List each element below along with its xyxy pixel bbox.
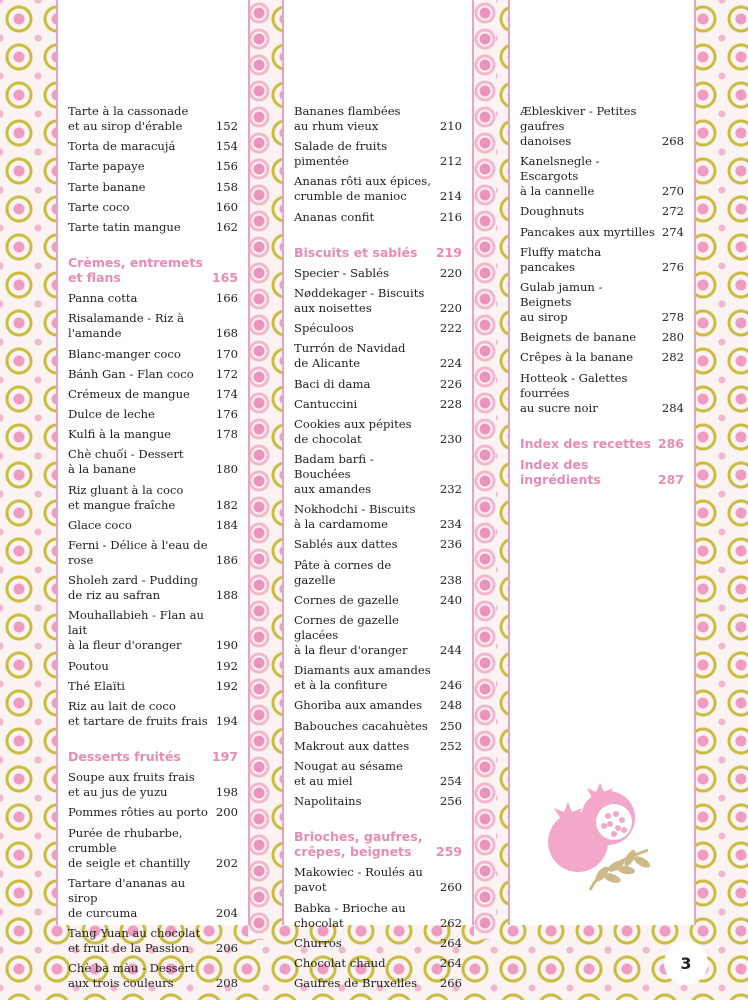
page-ref: 240 (439, 592, 462, 607)
page-ref: 282 (661, 350, 684, 365)
page-ref: 276 (661, 259, 684, 274)
toc-entry (294, 174, 462, 204)
page-number: 3 (664, 941, 708, 985)
page-ref: 192 (215, 658, 238, 673)
page-ref: 264 (439, 955, 462, 970)
entry-title: Pâte à cornes de gazelle (294, 557, 392, 587)
entry-title: Bananes flambées au rhum vieux (294, 104, 401, 133)
section-title: Crèmes, entremets et flans (68, 255, 203, 286)
section-heading (520, 436, 684, 451)
entry-title: Pommes rôties au porto (68, 805, 208, 820)
entry-title: Hotteok - Galettes fourrées au sucre noir (520, 370, 628, 415)
page-ref: 208 (215, 976, 238, 991)
page-ref: 286 (657, 435, 684, 451)
entry-title: Beignets de banane (520, 330, 637, 345)
page-ref: 219 (435, 244, 462, 260)
toc-entry (68, 876, 238, 921)
toc-entry (68, 139, 238, 154)
toc-list (510, 104, 694, 493)
page-ref: 212 (439, 154, 462, 169)
toc-entry (520, 245, 684, 275)
page-ref: 278 (661, 309, 684, 324)
page-ref: 194 (215, 713, 238, 728)
toc-entry (68, 291, 238, 306)
toc-entry (68, 311, 238, 341)
toc-entry (294, 502, 462, 532)
page-ref: 280 (661, 330, 684, 345)
toc-entry (294, 397, 462, 412)
section-heading (520, 457, 684, 487)
page-ref: 264 (439, 935, 462, 950)
page-ref: 224 (439, 356, 462, 371)
entry-title: Thé Elaïti (68, 678, 125, 693)
entry-title: Glace coco (68, 517, 132, 532)
toc-entry (294, 377, 462, 392)
page-ref: 259 (435, 844, 462, 860)
toc-entry (520, 104, 684, 149)
toc-entry (294, 794, 462, 809)
toc-entry (294, 613, 462, 658)
entry-title: Tang Yuan au chocolat et fruit de la Passion (68, 925, 201, 955)
page-ref: 202 (215, 855, 238, 870)
page-ref: 216 (439, 209, 462, 224)
section-heading (294, 829, 462, 859)
entry-title: Napolitains (294, 794, 362, 809)
entry-title: Diamants aux amandes et à la confiture (294, 663, 431, 693)
entry-title: Ghoriba aux amandes (294, 698, 423, 713)
toc-entry (68, 367, 238, 382)
page-ref: 252 (439, 738, 462, 753)
page-ref: 176 (215, 407, 238, 422)
spacer (68, 240, 238, 255)
page-ref: 172 (215, 366, 238, 381)
entry-title: Tarte banane (68, 179, 146, 194)
toc-entry (294, 321, 462, 336)
toc-entry (294, 759, 462, 789)
page-ref: 234 (439, 517, 462, 532)
entry-title: Kanelsnegle - Escargots à la cannelle (520, 154, 600, 199)
page-ref: 160 (215, 199, 238, 214)
toc-entry (294, 417, 462, 447)
entry-title: Kulfi à la mangue (68, 427, 172, 442)
entry-title: Sablés aux dattes (294, 537, 398, 552)
page-ref: 156 (215, 159, 238, 174)
page-ref: 214 (439, 189, 462, 204)
page-ref: 197 (211, 749, 238, 765)
page-ref: 274 (661, 224, 684, 239)
toc-entry (520, 330, 684, 345)
toc-entry (68, 387, 238, 402)
page-ref: 200 (215, 805, 238, 820)
toc-entry (294, 739, 462, 754)
toc-entry (68, 608, 238, 653)
entry-title: Turrón de Navidad de Alicante (294, 341, 406, 371)
entry-title: Chocolat chaud (294, 955, 386, 970)
toc-column (508, 0, 696, 925)
entry-title: Mouhallabieh - Flan au lait à la fleur d'oranger (68, 608, 204, 653)
pink-pattern-strip (474, 0, 496, 940)
toc-entry (294, 341, 462, 371)
section-title: Brioches, gaufres, crêpes, beignets (294, 829, 423, 860)
toc-entry (68, 538, 238, 568)
entry-title: Torta de maracujá (68, 139, 176, 154)
page-ref: 244 (439, 643, 462, 657)
toc-column (56, 0, 250, 991)
page-ref: 238 (439, 572, 462, 587)
toc-entry (294, 558, 462, 588)
spacer (68, 734, 238, 749)
section-heading (294, 245, 462, 260)
entry-title: Riz gluant à la coco et mangue fraîche (68, 482, 184, 512)
entry-title: Crémeux de mangue (68, 386, 190, 401)
page-ref: 180 (215, 462, 238, 477)
page-ref: 220 (439, 265, 462, 280)
page-ref: 228 (439, 396, 462, 411)
toc-entry (68, 659, 238, 674)
toc-entry (520, 225, 684, 240)
entry-title: Crêpes à la banane (520, 350, 634, 365)
entry-title: Tarte tatin mangue (68, 219, 181, 234)
page-ref: 182 (215, 497, 238, 512)
entry-title: Cornes de gazelle glacées à la fleur d'oranger (294, 613, 408, 657)
page-ref: 152 (215, 119, 238, 133)
toc-entry (68, 483, 238, 513)
page-ref: 154 (215, 139, 238, 154)
entry-title: Sholeh zard - Pudding de riz au safran (68, 573, 199, 603)
toc-entry (68, 407, 238, 422)
page-ref: 174 (215, 386, 238, 401)
page-ref: 232 (439, 482, 462, 497)
toc-entry (68, 770, 238, 800)
toc-entry (68, 926, 238, 956)
entry-title: Nøddekager - Biscuits aux noisettes (294, 285, 425, 315)
toc-entry (68, 447, 238, 477)
toc-entry (294, 976, 462, 991)
toc-entry (294, 210, 462, 225)
section-title: Index des recettes (520, 435, 652, 451)
entry-title: Doughnuts (520, 204, 585, 219)
toc-entry (294, 956, 462, 971)
toc-entry (68, 220, 238, 235)
page-ref: 165 (211, 270, 238, 286)
pink-pattern-strip (248, 0, 270, 940)
entry-title: Soupe aux fruits frais et au jus de yuzu (68, 770, 195, 800)
entry-title: Nougat au sésame et au miel (294, 758, 403, 788)
entry-title: Cookies aux pépites de chocolat (294, 416, 412, 446)
entry-title: Tarte coco (68, 199, 130, 214)
entry-title: Gaufres de Bruxelles (294, 976, 418, 991)
page-ref: 256 (439, 794, 462, 809)
section-title: Desserts fruités (68, 749, 181, 765)
toc-entry (68, 200, 238, 215)
toc-entry (520, 280, 684, 325)
entry-title: Blanc-manger coco (68, 346, 181, 361)
toc-entry (68, 805, 238, 820)
entry-title: Purée de rhubarbe, crumble de seigle et chantilly (68, 825, 191, 870)
toc-entry (294, 537, 462, 552)
toc-entry (294, 139, 462, 169)
entry-title: Baci di dama (294, 376, 371, 391)
toc-entry (294, 593, 462, 608)
toc-entry (294, 936, 462, 951)
entry-title: Babouches cacahuètes (294, 718, 428, 733)
toc-entry (294, 452, 462, 497)
entry-title: Tartare d'ananas au sirop de curcuma (68, 875, 186, 920)
entry-title: Pancakes aux myrtilles (520, 224, 655, 239)
pomegranate-icon (530, 770, 670, 900)
toc-entry (68, 159, 238, 174)
page-ref: 162 (215, 219, 238, 234)
spacer (294, 230, 462, 245)
toc-entry (520, 350, 684, 365)
toc-entry (68, 573, 238, 603)
page-ref: 166 (215, 291, 238, 306)
toc-entry (68, 518, 238, 533)
toc-entry (294, 698, 462, 713)
toc-entry (68, 180, 238, 195)
toc-entry (520, 371, 684, 416)
page-ref: 268 (661, 134, 684, 148)
page-ref: 184 (215, 517, 238, 532)
entry-title: Salade de fruits pimentée (294, 139, 388, 169)
page-ref: 204 (215, 905, 238, 920)
toc-entry (294, 266, 462, 281)
page-ref: 236 (439, 537, 462, 552)
page-ref: 284 (661, 400, 684, 415)
entry-title: Panna cotta (68, 291, 138, 306)
page-ref: 254 (439, 773, 462, 788)
page-ref: 170 (215, 346, 238, 361)
page-ref: 248 (439, 698, 462, 713)
toc-entry (68, 699, 238, 729)
entry-title: Ananas rôti aux épices, crumble de manioc (294, 174, 431, 204)
toc-entry (294, 286, 462, 316)
page-ref: 186 (215, 553, 238, 567)
entry-title: Badam barfi - Bouchées aux amandes (294, 452, 374, 497)
toc-entry (520, 154, 684, 199)
toc-entry (294, 104, 462, 134)
toc-entry (294, 719, 462, 734)
page-ref: 168 (215, 326, 238, 341)
page-ref: 222 (439, 321, 462, 336)
page-ref: 226 (439, 376, 462, 391)
page-ref: 220 (439, 300, 462, 315)
entry-title: Dulce de leche (68, 407, 155, 422)
entry-title: Churros (294, 935, 342, 950)
entry-title: Tarte papaye (68, 159, 145, 174)
toc-entry (68, 826, 238, 871)
entry-title: Cornes de gazelle (294, 592, 399, 607)
page-ref: 198 (215, 785, 238, 800)
entry-title: Chè ba màu - Dessert aux trois couleurs (68, 961, 195, 991)
entry-title: Tarte à la cassonade et au sirop d'érable (68, 104, 189, 133)
page-ref: 246 (439, 678, 462, 693)
entry-title: Poutou (68, 658, 109, 673)
page-ref: 262 (439, 915, 462, 930)
entry-title: Spéculoos (294, 321, 354, 336)
toc-entry (68, 427, 238, 442)
toc-entry (294, 865, 462, 895)
page-ref: 260 (439, 880, 462, 895)
page-ref: 158 (215, 179, 238, 194)
spacer (520, 421, 684, 436)
page-ref: 192 (215, 678, 238, 693)
entry-title: Æbleskiver - Petites gaufres danoises (520, 104, 637, 148)
toc-list (58, 104, 248, 996)
page-ref: 206 (215, 940, 238, 955)
page-ref: 287 (657, 471, 684, 487)
toc-entry (68, 961, 238, 991)
entry-title: Nokhodchi - Biscuits à la cardamome (294, 502, 416, 532)
page-ref: 210 (439, 119, 462, 133)
toc-entry (68, 679, 238, 694)
toc-list (284, 104, 472, 996)
page-ref: 266 (439, 976, 462, 991)
entry-title: Specier - Sablés (294, 265, 389, 280)
toc-column (282, 0, 474, 991)
entry-title: Makowiec - Roulés au pavot (294, 865, 423, 895)
entry-title: Risalamande - Riz à l'amande (68, 311, 185, 341)
page-ref: 272 (661, 204, 684, 219)
toc-entry (520, 204, 684, 219)
entry-title: Riz au lait de coco et tartare de fruits frais (68, 698, 208, 728)
page-ref: 188 (215, 588, 238, 603)
entry-title: Ananas confit (294, 209, 375, 224)
section-title: Biscuits et sablés (294, 244, 418, 260)
entry-title: Cantuccini (294, 396, 358, 411)
toc-entry (294, 901, 462, 931)
spacer (294, 814, 462, 829)
entry-title: Ferni - Délice à l'eau de rose (68, 538, 208, 567)
entry-title: Gulab jamun - Beignets au sirop (520, 279, 603, 324)
toc-entry (68, 347, 238, 362)
section-title: Index des ingrédients (520, 456, 601, 487)
toc-entry (68, 104, 238, 134)
page-ref: 178 (215, 427, 238, 442)
page-ref: 270 (661, 184, 684, 199)
page-ref: 250 (439, 718, 462, 733)
page-ref: 230 (439, 431, 462, 446)
section-heading (68, 749, 238, 764)
page-ref: 190 (215, 638, 238, 653)
section-heading (68, 255, 238, 285)
entry-title: Chè chuối - Dessert à la banane (68, 447, 184, 477)
entry-title: Fluffy matcha pancakes (520, 244, 602, 274)
entry-title: Bánh Gan - Flan coco (68, 366, 194, 381)
entry-title: Babka - Brioche au chocolat (294, 900, 406, 930)
toc-entry (294, 663, 462, 693)
entry-title: Makrout aux dattes (294, 738, 410, 753)
